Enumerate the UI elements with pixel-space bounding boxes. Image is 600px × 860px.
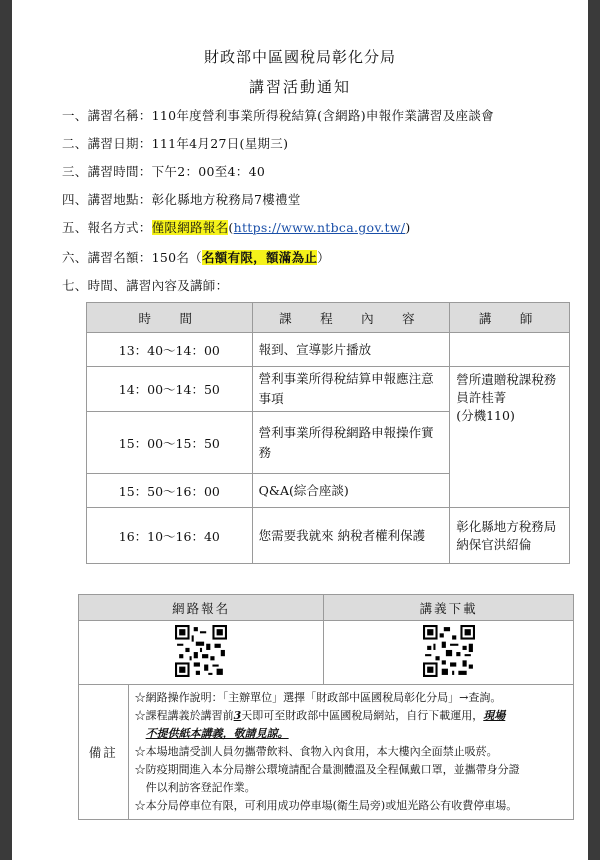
- quota-prefix: 六、講習名額：150名（: [62, 250, 202, 265]
- row-content: 營利事業所得稅結算申報應注意事項: [252, 367, 450, 412]
- signup-highlight: 僅限網路報名: [151, 220, 229, 235]
- schedule-header-row: [87, 303, 570, 333]
- note-line: [135, 707, 569, 725]
- notice-title: 講習活動通知: [248, 78, 351, 96]
- signup-qr-code[interactable]: [175, 625, 227, 677]
- note-line: 件以利訪客登記作業。: [145, 781, 256, 794]
- item-signup: [62, 218, 411, 236]
- item-course-name: 一、講習名稱：110年度營利事業所得稅結算(含網路)申報作業講習及座談會: [62, 108, 494, 123]
- row-instructor-empty: [450, 333, 570, 367]
- note-line: ☆網路操作說明：「主辦單位」選擇「財政部中區國稅局彰化分局」→查詢。: [134, 691, 502, 704]
- signup-qr-cell: [79, 621, 324, 685]
- row-content: 報到、宣導影片播放: [252, 333, 450, 367]
- note-line: ☆防疫期間進入本分局辦公環境請配合量測體溫及全程佩戴口罩，並攜帶身分證: [134, 763, 520, 776]
- instructor-1-cell: [450, 367, 570, 508]
- signup-close: ): [405, 220, 411, 235]
- note-line: ☆本場地請受訓人員勿攜帶飲料、食物入內食用，本大樓內全面禁止吸菸。: [134, 745, 498, 758]
- item-date: 二、講習日期：111年4月27日(星期三): [62, 136, 289, 151]
- row-content: 營利事業所得稅網路申報操作實務: [252, 412, 450, 474]
- notes-cell: [128, 685, 573, 820]
- row-content: Q&A(綜合座談): [252, 474, 450, 508]
- row-time: 15：00～15：50: [87, 412, 253, 474]
- row-time: 15：50～16：00: [87, 474, 253, 508]
- instructor-1-name: 營所遺贈稅課稅務員許桂菁: [456, 372, 557, 405]
- bottom-table: [78, 594, 574, 820]
- note2-b: 3: [233, 709, 242, 722]
- quota-close: ）: [317, 250, 330, 265]
- note2-c: 天即可至財政部中區國稅局網站，自行下載運用，: [241, 709, 484, 722]
- handout-download-label: 講義下載: [324, 595, 574, 621]
- instructor-1-ext: (分機110): [456, 408, 515, 423]
- signup-open: (: [228, 220, 234, 235]
- item-place: 四、講習地點：彰化縣地方稅務局7樓禮堂: [62, 192, 301, 207]
- signup-link[interactable]: https://www.ntbca.gov.tw/: [233, 220, 406, 235]
- notes-label: 備註: [79, 685, 129, 820]
- note-line: [135, 725, 569, 743]
- row-content: 您需要我就來 納稅者權利保護: [252, 508, 450, 564]
- note2-a: ☆課程講義於講習前: [134, 709, 234, 722]
- online-signup-label: 網路報名: [79, 595, 324, 621]
- header-time: 時 間: [87, 303, 253, 333]
- note2-d: 現場: [483, 709, 506, 722]
- quota-highlight: 名額有限，額滿為止: [201, 250, 318, 265]
- note-line: ☆本分局停車位有限，可利用成功停車場(衛生局旁)或旭光路公有收費停車場。: [134, 799, 518, 812]
- row-time: 16：10～16：40: [87, 508, 253, 564]
- instructor-2-cell: 彰化縣地方稅務局納保官洪紹倫: [450, 508, 570, 564]
- item-schedule-heading: 七、時間、講習內容及講師：: [62, 278, 229, 293]
- table-row: [87, 367, 570, 412]
- table-row: [87, 508, 570, 564]
- header-instructor: 講 師: [450, 303, 570, 333]
- item-time: 三、講習時間：下午2：00至4：40: [62, 164, 266, 179]
- row-time: 14：00～14：50: [87, 367, 253, 412]
- bottom-header-row: [79, 595, 574, 621]
- item-quota: [62, 248, 330, 266]
- org-title: 財政部中區國稅局彰化分局: [203, 48, 396, 66]
- signup-prefix: 五、報名方式：: [62, 220, 152, 235]
- notes-row: [79, 685, 574, 820]
- note2-e: 不提供紙本講義，敬請見諒。: [145, 727, 289, 740]
- qr-row: [79, 621, 574, 685]
- notice-page: [12, 0, 588, 860]
- row-time: 13：40～14：00: [87, 333, 253, 367]
- handout-qr-cell: [324, 621, 574, 685]
- header-content: 課 程 內 容: [252, 303, 450, 333]
- schedule-table: [86, 302, 570, 564]
- table-row: [87, 333, 570, 367]
- handout-qr-code[interactable]: [423, 625, 475, 677]
